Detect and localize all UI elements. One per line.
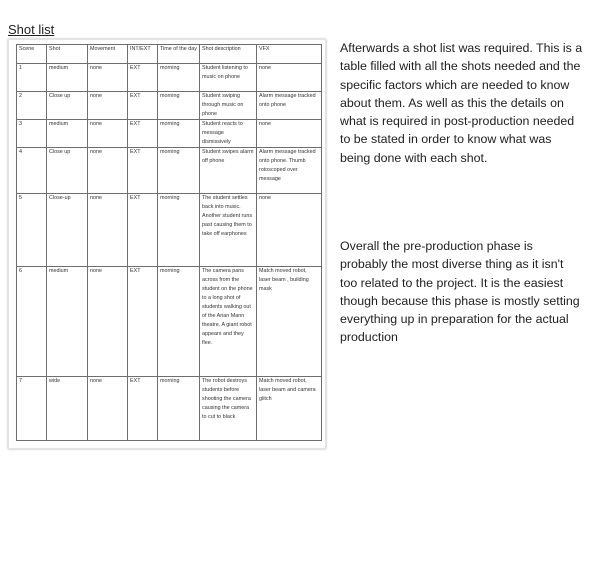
cell-description: The student settles back into music. Another student runs past causing them to take off earphones <box>200 194 257 267</box>
cell-movement: none <box>88 194 128 267</box>
cell-int-ext: EXT <box>128 267 158 377</box>
cell-scene: 4 <box>17 148 47 194</box>
cell-movement: none <box>88 64 128 92</box>
cell-movement: none <box>88 267 128 377</box>
cell-shot: medium <box>47 64 88 92</box>
paragraph-shot-list: Afterwards a shot list was required. This is a table filled with all the shots needed and the specific factors which are needed to know about them. As well as this the details on what is required in post-production needed to be stated in order to know what was being done with each shot. <box>340 41 583 165</box>
cell-shot: medium <box>47 267 88 377</box>
cell-time: morning <box>158 120 200 148</box>
cell-shot: medium <box>47 120 88 148</box>
header-vfx: VFX <box>257 45 322 64</box>
cell-shot: Close-up <box>47 194 88 267</box>
cell-shot: Close up <box>47 92 88 120</box>
cell-scene: 6 <box>17 267 47 377</box>
cell-int-ext: EXT <box>128 377 158 441</box>
cell-scene: 7 <box>17 377 47 441</box>
table-row <box>17 377 322 441</box>
paragraph-pre-production: Overall the pre-production phase is probably the most diverse thing as it isn't too related to the project. It is the easiest though because this phase is mostly setting everything up in preparation for the actual production <box>340 239 580 345</box>
cell-int-ext: EXT <box>128 92 158 120</box>
cell-description: The robot destroys students before shooting the camera causing the camera to cut to black <box>200 377 257 441</box>
cell-vfx: Alarm message tracked onto phone. Thumb rotoscoped over message <box>257 148 322 194</box>
cell-movement: none <box>88 92 128 120</box>
cell-vfx: none <box>257 194 322 267</box>
header-shot: Shot <box>47 45 88 64</box>
cell-shot: Close up <box>47 148 88 194</box>
table-row <box>17 194 322 267</box>
cell-description: Student swiping through music on phone <box>200 92 257 120</box>
cell-time: morning <box>158 194 200 267</box>
cell-time: morning <box>158 377 200 441</box>
cell-time: morning <box>158 148 200 194</box>
cell-scene: 1 <box>17 64 47 92</box>
header-scene: Scene <box>17 45 47 64</box>
cell-vfx: none <box>257 64 322 92</box>
cell-vfx: Match moved robot, laser beam and camera glitch <box>257 377 322 441</box>
cell-movement: none <box>88 148 128 194</box>
cell-vfx: Match moved robot, laser beam , building mask <box>257 267 322 377</box>
cell-int-ext: EXT <box>128 194 158 267</box>
cell-int-ext: EXT <box>128 64 158 92</box>
header-movement: Movement <box>88 45 128 64</box>
shot-list-image <box>8 39 326 449</box>
cell-movement: none <box>88 120 128 148</box>
table-row <box>17 120 322 148</box>
cell-description: Student reacts to message dismissively <box>200 120 257 148</box>
cell-scene: 2 <box>17 92 47 120</box>
header-shot-description: Shot description <box>200 45 257 64</box>
cell-vfx: none <box>257 120 322 148</box>
cell-shot: wide <box>47 377 88 441</box>
cell-int-ext: EXT <box>128 148 158 194</box>
section-title: Shot list <box>8 22 55 37</box>
cell-scene: 3 <box>17 120 47 148</box>
table-header-row <box>17 45 322 64</box>
cell-movement: none <box>88 377 128 441</box>
table-row <box>17 148 322 194</box>
cell-time: morning <box>158 64 200 92</box>
table-row <box>17 64 322 92</box>
cell-time: morning <box>158 92 200 120</box>
table-row <box>17 267 322 377</box>
table-row <box>17 92 322 120</box>
cell-scene: 5 <box>17 194 47 267</box>
cell-time: morning <box>158 267 200 377</box>
cell-int-ext: EXT <box>128 120 158 148</box>
shot-list-table <box>16 44 322 441</box>
cell-description: Student swipes alarm off phone <box>200 148 257 194</box>
cell-vfx: Alarm message tracked onto phone <box>257 92 322 120</box>
cell-description: Student listening to music on phone <box>200 64 257 92</box>
header-time-of-day: Time of the day <box>158 45 200 64</box>
cell-description: The camera pans across from the student on the phone to a long shot of students walking out of the Arian Mann theatre. A giant robot appears and they flee. <box>200 267 257 377</box>
header-int-ext: INT/EXT <box>128 45 158 64</box>
